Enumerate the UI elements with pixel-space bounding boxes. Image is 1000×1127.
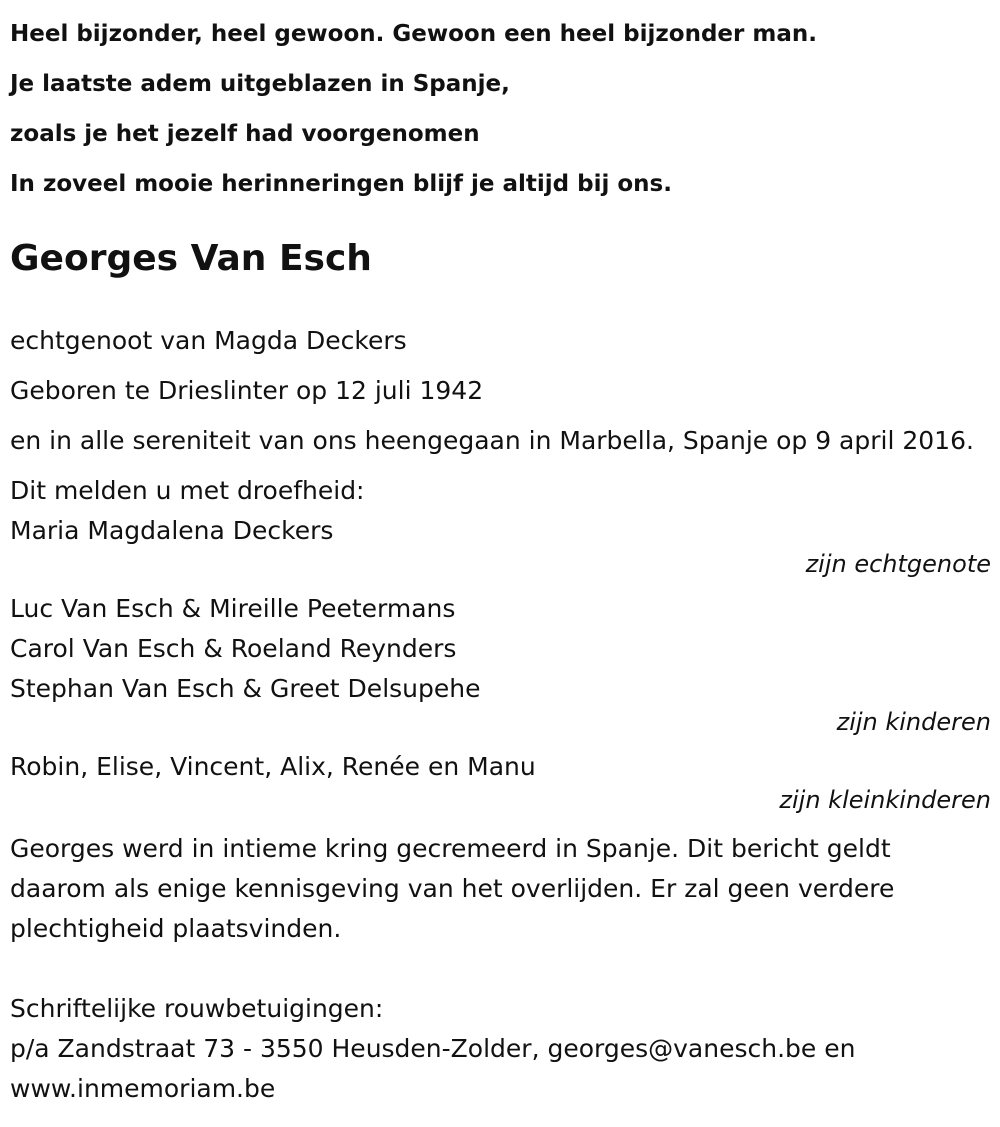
poem — [10, 0, 991, 209]
children-role: zijn kinderen — [836, 708, 991, 736]
deceased-name: Georges Van Esch — [10, 238, 372, 279]
child-name: Stephan Van Esch & Greet Delsupehe — [10, 674, 481, 703]
grandchildren-group — [10, 747, 991, 815]
grandchildren-role: zijn kleinkinderen — [779, 786, 991, 814]
spouse-name: Maria Magdalena Deckers — [10, 516, 334, 545]
child-name: Carol Van Esch & Roeland Reynders — [10, 634, 457, 663]
spouse-line: echtgenoot van Magda Deckers — [10, 326, 407, 355]
child-name: Luc Van Esch & Mireille Peetermans — [10, 594, 456, 623]
condolences-address: p/a Zandstraat 73 - 3550 Heusden-Zolder, georges@vanesch.be en www.inmemoriam.be — [10, 1034, 856, 1103]
grandchildren-names: Robin, Elise, Vincent, Alix, Renée en Manu — [10, 752, 536, 781]
children-group — [10, 589, 991, 737]
poem-line: Je laatste adem uitgeblazen in Spanje, — [10, 71, 510, 97]
death-line: en in alle sereniteit van ons heengegaan in Marbella, Spanje op 9 april 2016. — [10, 426, 974, 455]
spouse-group — [10, 511, 991, 579]
announcement-intro: Dit melden u met droefheid: — [10, 476, 365, 505]
poem-line: In zoveel mooie herinneringen blijf je altijd bij ons. — [10, 171, 672, 197]
obituary-notice — [10, 0, 991, 1109]
birth-line: Geboren te Drieslinter op 12 juli 1942 — [10, 376, 484, 405]
spouse-role: zijn echtgenote — [805, 550, 991, 578]
condolences-heading: Schriftelijke rouwbetuigingen: — [10, 994, 384, 1023]
poem-line: Heel bijzonder, heel gewoon. Gewoon een heel bijzonder man. — [10, 21, 817, 47]
poem-line: zoals je het jezelf had voorgenomen — [10, 121, 480, 147]
cremation-notice: Georges werd in intieme kring gecremeerd in Spanje. Dit bericht geldt daarom als enige kennisgeving van het overlijden. Er zal geen verdere plechtigheid plaatsvinden. — [10, 834, 895, 943]
